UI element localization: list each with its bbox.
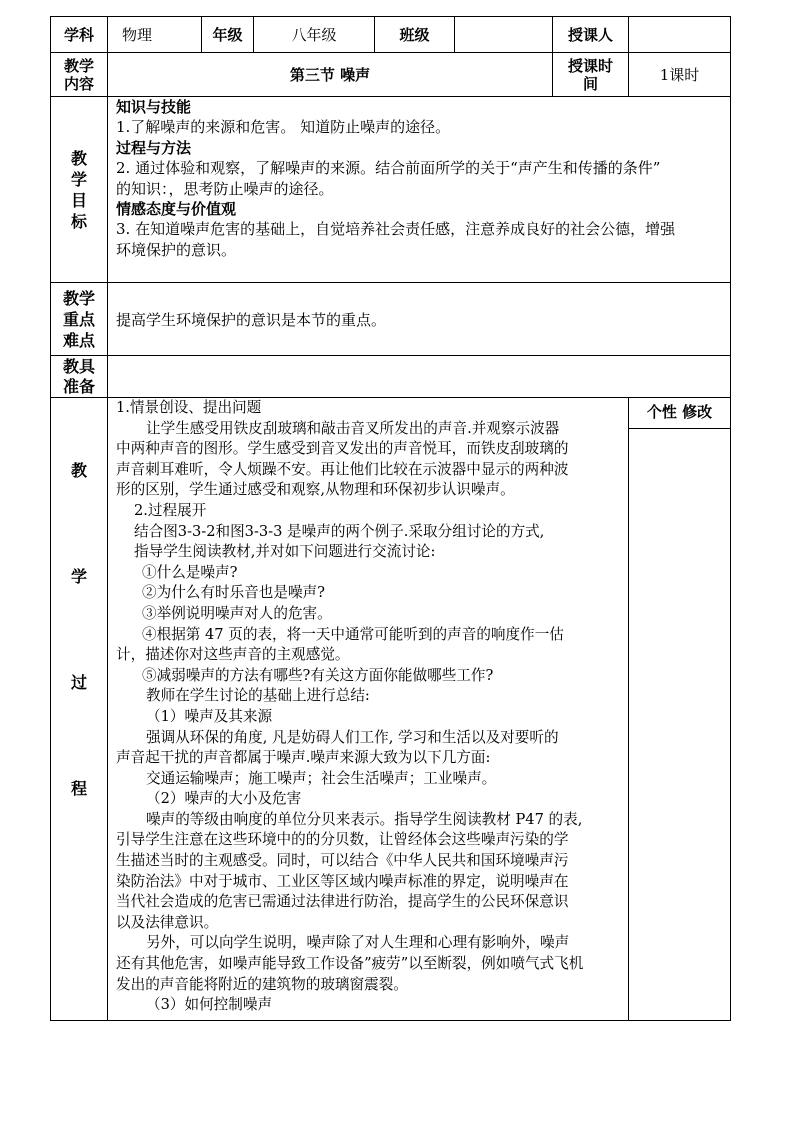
process-line: 形的区别，学生通过感受和观察,从物理和环保初步认识噪声。 (116, 481, 515, 499)
process-line: ①什么是噪声? (142, 563, 238, 581)
tools-label: 教具 准备 (51, 356, 108, 398)
objective-heading-process: 过程与方法 (116, 138, 192, 157)
process-line: 声音起干扰的声音都属于噪声.噪声来源大致为以下几方面: (116, 749, 491, 767)
objectives-content (108, 97, 731, 283)
class-value (455, 17, 553, 53)
process-line: 声音刺耳难听，令人烦躁不安。再让他们比较在示波器中显示的两种波 (116, 460, 569, 478)
process-line: ④根据第 47 页的表，将一天中通常可能听到的声音的响度作一估 (142, 625, 564, 643)
process-line: ⑤减弱噪声的方法有哪些?有关这方面你能做哪些工作? (142, 666, 494, 684)
process-row (51, 398, 731, 1021)
process-line: 另外，可以向学生说明，噪声除了对人生理和心理有影响外，噪声 (146, 934, 570, 952)
objectives-label: 教 学 目 标 (51, 97, 108, 283)
objective-text-process-2: 的知识：，思考防止噪声的途径。 (116, 179, 334, 198)
grade-value: 八年级 (254, 17, 375, 53)
content-value: 第三节 噪声 (108, 53, 553, 97)
process-content (108, 398, 629, 1021)
process-label: 教 学 过 程 (51, 398, 108, 1021)
objective-text-knowledge: 1.了解噪声的来源和危害。 知道防止噪声的途径。 (116, 118, 451, 137)
process-line: 计，描述你对这些声音的主观感觉。 (116, 646, 350, 664)
tools-row (51, 356, 731, 398)
process-line: 强调从环保的角度, 凡是妨碍人们工作, 学习和生活以及对要听的 (146, 728, 559, 746)
content-label: 教学 内容 (51, 53, 108, 97)
key-points-value: 提高学生环境保护的意识是本节的重点。 (108, 283, 731, 356)
process-line: （1）噪声及其来源 (146, 707, 273, 725)
header-row (51, 17, 731, 53)
process-line: 引导学生注意在这些环境中的的分贝数，让曾经体会这些噪声污染的学 (116, 831, 569, 849)
process-line: 以及法律意识。 (116, 913, 219, 931)
process-line: 指导学生阅读教材,并对如下问题进行交流讨论: (134, 543, 436, 561)
teacher-label: 授课人 (553, 17, 629, 53)
process-line: 2.过程展开 (134, 501, 207, 519)
process-line: ③举例说明噪声对人的危害。 (142, 604, 332, 622)
lesson-plan-table (50, 16, 731, 1021)
objective-heading-knowledge: 知识与技能 (116, 98, 192, 116)
process-line: （2）噪声的大小及危害 (146, 790, 302, 808)
process-line: ②为什么有时乐音也是噪声? (142, 584, 325, 602)
process-line: 生描述当时的主观感受。同时，可以结合《中华人民共和国环境噪声污 (116, 852, 569, 870)
process-line: （3）如何控制噪声 (146, 996, 273, 1014)
class-label: 班级 (375, 17, 455, 53)
key-points-label: 教学 重点 难点 (51, 283, 108, 356)
process-line: 教师在学生讨论的基础上进行总结: (146, 687, 370, 705)
process-line: 染防治法》中对于城市、工业区等区域内噪声标准的界定，说明噪声在 (116, 872, 569, 890)
objective-text-attitude-1: 3. 在知道噪声危害的基础上，自觉培养社会责任感，注意养成良好的社会公德，增强 (116, 220, 676, 239)
hours-label: 授课时 间 (553, 53, 629, 97)
subject-value: 物理 (108, 17, 202, 53)
process-line: 发出的声音能将附近的建筑物的玻璃窗震裂。 (116, 975, 408, 993)
process-line: 交通运输噪声；施工噪声；社会生活噪声；工业噪声。 (146, 769, 497, 787)
lesson-plan-page (50, 16, 730, 1021)
grade-label: 年级 (202, 17, 254, 53)
objectives-row (51, 97, 731, 283)
content-row (51, 53, 731, 97)
key-points-row (51, 283, 731, 356)
objective-text-process-1: 2. 通过体验和观察，了解噪声的来源。结合前面所学的关于“声产生和传播的条件” (116, 159, 661, 178)
objective-heading-attitude: 情感态度与价值观 (116, 200, 237, 219)
hours-value: 1课时 (629, 53, 731, 97)
subject-label: 学科 (51, 17, 108, 53)
tools-value (108, 356, 731, 398)
teacher-value (629, 17, 731, 53)
personal-revision-column (629, 398, 731, 1021)
process-line: 噪声的等级由响度的单位分贝来表示。指导学生阅读教材 P47 的表, (146, 810, 583, 828)
objective-text-attitude-2: 环境保护的意识。 (116, 240, 237, 259)
process-line: 1.情景创设、提出问题 (116, 399, 262, 416)
process-line: 结合图3-3-2和图3-3-3 是噪声的两个例子.采取分组讨论的方式, (134, 522, 545, 540)
process-line: 让学生感受用铁皮刮玻璃和敲击音叉所发出的声音.并观察示波器 (146, 419, 560, 437)
personal-revision-header: 个性 修改 (629, 398, 730, 429)
process-line: 当代社会造成的危害已需通过法律进行防治，提高学生的公民环保意识 (116, 893, 569, 911)
process-line: 还有其他危害，如噪声能导致工作设备”疲劳”以至断裂，例如喷气式飞机 (116, 955, 584, 973)
process-line: 中两种声音的图形。学生感受到音叉发出的声音悦耳，而铁皮刮玻璃的 (116, 440, 569, 458)
